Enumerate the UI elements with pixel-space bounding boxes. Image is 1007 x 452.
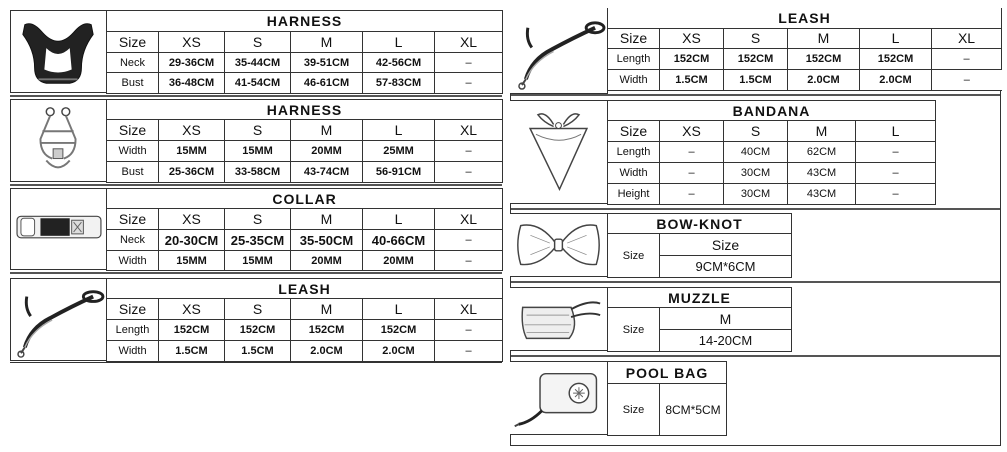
size-xl-header: XL	[435, 32, 503, 53]
leash-image	[10, 278, 107, 361]
size-l-header: L	[363, 120, 435, 141]
table-cell: 152CM	[724, 48, 788, 69]
table-cell: –	[660, 142, 724, 163]
row-label: Neck	[107, 230, 159, 251]
table-cell: 43CM	[788, 163, 856, 184]
size-header: Size	[608, 28, 660, 48]
size-l-header: L	[363, 32, 435, 53]
table-cell: 152CM	[363, 320, 435, 341]
table-row	[107, 53, 503, 73]
table-title: LEASH	[608, 8, 1002, 28]
leash-table	[607, 8, 1002, 91]
table-cell: 2.0CM	[363, 341, 435, 362]
poolbag-table	[607, 361, 727, 436]
harness-vest-image	[10, 10, 107, 93]
harness-table	[106, 99, 503, 183]
table-cell: 2.0CM	[788, 69, 860, 90]
table-cell: 1.5CM	[159, 341, 225, 362]
size-m-header: M	[291, 32, 363, 53]
size-m-header: M	[788, 121, 856, 142]
size-xl-header: XL	[435, 299, 503, 320]
divider	[511, 208, 1000, 210]
size-header: M	[660, 308, 792, 330]
bowknot-image	[510, 213, 608, 277]
table-row	[107, 162, 503, 183]
table-cell: 25MM	[363, 141, 435, 162]
divider	[10, 272, 502, 274]
table-cell: 41-54CM	[225, 73, 291, 94]
row-label: Neck	[107, 53, 159, 73]
table-cell: 56-91CM	[363, 162, 435, 183]
table-cell: 1.5CM	[225, 341, 291, 362]
muzzle-icon	[510, 288, 607, 350]
table-cell: 15MM	[159, 141, 225, 162]
row-label: Length	[107, 320, 159, 341]
table-cell: –	[856, 142, 936, 163]
muzzle-size-chart	[510, 287, 791, 351]
collar-image	[10, 188, 107, 270]
table-cell: –	[856, 184, 936, 205]
size-xs-header: XS	[660, 121, 724, 142]
table-cell: 36-48CM	[159, 73, 225, 94]
size-header: Size	[608, 121, 660, 142]
table-cell: 33-58CM	[225, 162, 291, 183]
size-xl-header: XL	[435, 120, 503, 141]
table-title: POOL BAG	[608, 362, 727, 384]
row-label: Width	[107, 141, 159, 162]
table-title: COLLAR	[107, 189, 503, 209]
harness-step-in-image	[10, 99, 107, 182]
leash-image	[510, 8, 608, 94]
table-cell: 2.0CM	[291, 341, 363, 362]
table-title: MUZZLE	[608, 288, 792, 308]
table-row	[107, 341, 503, 362]
collar-table	[106, 188, 503, 271]
size-xs-header: XS	[159, 209, 225, 230]
poop-bag-holder-icon	[510, 362, 607, 434]
bowknot-size-chart	[510, 213, 791, 277]
size-s-header: S	[724, 121, 788, 142]
table-cell: 40CM	[724, 142, 788, 163]
table-cell: 20MM	[291, 251, 363, 271]
table-cell: –	[435, 251, 503, 271]
divider	[10, 184, 502, 186]
table-row	[107, 230, 503, 251]
table-cell: 30CM	[724, 163, 788, 184]
harness-step-in-size-chart	[10, 99, 502, 182]
table-row	[608, 142, 936, 163]
table-cell: 20MM	[291, 141, 363, 162]
leash-icon	[510, 8, 607, 93]
table-cell: –	[435, 162, 503, 183]
muzzle-table	[607, 287, 792, 352]
leash-size-chart	[10, 278, 502, 361]
table-cell: 8CM*5CM	[660, 384, 727, 436]
size-header: Size	[107, 120, 159, 141]
size-xl-header: XL	[435, 209, 503, 230]
table-cell: 29-36CM	[159, 53, 225, 73]
table-cell: –	[435, 230, 503, 251]
bandana-icon	[510, 101, 607, 203]
table-cell: 25-35CM	[225, 230, 291, 251]
table-cell: 35-50CM	[291, 230, 363, 251]
row-label: Width	[608, 69, 660, 90]
row-label: Bust	[107, 162, 159, 183]
bow-tie-icon	[510, 214, 607, 276]
size-s-header: S	[724, 28, 788, 48]
size-s-header: S	[225, 32, 291, 53]
table-cell: 1.5CM	[660, 69, 724, 90]
divider	[10, 95, 502, 97]
size-header: Size	[107, 32, 159, 53]
table-cell: –	[660, 184, 724, 205]
size-xl-header: XL	[932, 28, 1002, 48]
size-l-header: L	[363, 299, 435, 320]
row-label: Width	[608, 163, 660, 184]
table-cell: 30CM	[724, 184, 788, 205]
divider	[511, 281, 1000, 283]
table-cell: –	[660, 163, 724, 184]
table-cell: –	[435, 53, 503, 73]
divider	[511, 355, 1000, 357]
size-s-header: S	[225, 299, 291, 320]
table-title: LEASH	[107, 279, 503, 299]
row-label: Length	[608, 142, 660, 163]
bandana-image	[510, 100, 608, 204]
table-row	[107, 141, 503, 162]
bowknot-table	[607, 213, 792, 278]
table-row	[107, 73, 503, 94]
table-cell: 152CM	[660, 48, 724, 69]
size-m-header: M	[291, 209, 363, 230]
table-cell: 46-61CM	[291, 73, 363, 94]
size-xs-header: XS	[159, 299, 225, 320]
size-s-header: S	[225, 120, 291, 141]
table-cell: –	[435, 73, 503, 94]
table-title: BOW-KNOT	[608, 214, 792, 234]
size-l-header: L	[856, 121, 936, 142]
table-cell: –	[435, 141, 503, 162]
table-cell: 25-36CM	[159, 162, 225, 183]
table-cell: 152CM	[860, 48, 932, 69]
table-cell: 20-30CM	[159, 230, 225, 251]
muzzle-image	[510, 287, 608, 351]
row-label: Size	[608, 384, 660, 436]
row-label: Height	[608, 184, 660, 205]
table-cell: 1.5CM	[724, 69, 788, 90]
leash-icon	[11, 279, 106, 360]
table-row	[608, 163, 936, 184]
table-cell: 152CM	[225, 320, 291, 341]
table-row	[608, 184, 936, 205]
table-cell: 62CM	[788, 142, 856, 163]
size-xs-header: XS	[660, 28, 724, 48]
table-cell: 14-20CM	[660, 330, 792, 352]
table-row	[107, 251, 503, 271]
size-xs-header: XS	[159, 120, 225, 141]
leash-size-chart-right	[510, 8, 1001, 94]
leash-table	[106, 278, 503, 362]
size-m-header: M	[788, 28, 860, 48]
collar-size-chart	[10, 188, 502, 270]
size-l-header: L	[860, 28, 932, 48]
size-m-header: M	[291, 120, 363, 141]
table-cell: 20MM	[363, 251, 435, 271]
table-title: BANDANA	[608, 101, 936, 121]
table-cell: 43-74CM	[291, 162, 363, 183]
table-cell: 152CM	[788, 48, 860, 69]
table-row	[608, 69, 1002, 90]
poolbag-image	[510, 361, 608, 435]
row-label: Size	[608, 234, 660, 278]
table-cell: 2.0CM	[860, 69, 932, 90]
table-cell: 152CM	[291, 320, 363, 341]
table-cell: 15MM	[159, 251, 225, 271]
table-cell: 43CM	[788, 184, 856, 205]
size-header: Size	[107, 299, 159, 320]
table-cell: 39-51CM	[291, 53, 363, 73]
size-l-header: L	[363, 209, 435, 230]
table-cell: 57-83CM	[363, 73, 435, 94]
table-cell: 152CM	[159, 320, 225, 341]
bandana-table	[607, 100, 936, 205]
size-s-header: S	[225, 209, 291, 230]
row-label: Size	[608, 308, 660, 352]
collar-icon	[11, 189, 106, 269]
vest-harness-icon	[11, 11, 106, 92]
table-cell: 40-66CM	[363, 230, 435, 251]
table-cell: –	[856, 163, 936, 184]
table-row	[608, 48, 1002, 69]
divider	[511, 94, 1000, 96]
step-in-harness-icon	[11, 100, 106, 181]
table-row	[107, 320, 503, 341]
bandana-size-chart	[510, 100, 935, 204]
size-m-header: M	[291, 299, 363, 320]
row-label: Bust	[107, 73, 159, 94]
divider	[10, 362, 502, 363]
table-cell: –	[932, 48, 1002, 69]
size-header: Size	[107, 209, 159, 230]
table-title: HARNESS	[107, 100, 503, 120]
table-title: HARNESS	[107, 11, 503, 32]
table-cell: 42-56CM	[363, 53, 435, 73]
harness-table	[106, 10, 503, 94]
row-label: Width	[107, 251, 159, 271]
table-cell: –	[932, 69, 1002, 90]
row-label: Width	[107, 341, 159, 362]
table-cell: 15MM	[225, 251, 291, 271]
table-cell: 35-44CM	[225, 53, 291, 73]
table-cell: 15MM	[225, 141, 291, 162]
poolbag-size-chart	[510, 361, 726, 435]
table-cell: –	[435, 341, 503, 362]
table-cell: –	[435, 320, 503, 341]
table-cell: 9CM*6CM	[660, 256, 792, 278]
harness-size-chart	[10, 10, 502, 93]
size-xs-header: XS	[159, 32, 225, 53]
size-header: Size	[660, 234, 792, 256]
row-label: Length	[608, 48, 660, 69]
